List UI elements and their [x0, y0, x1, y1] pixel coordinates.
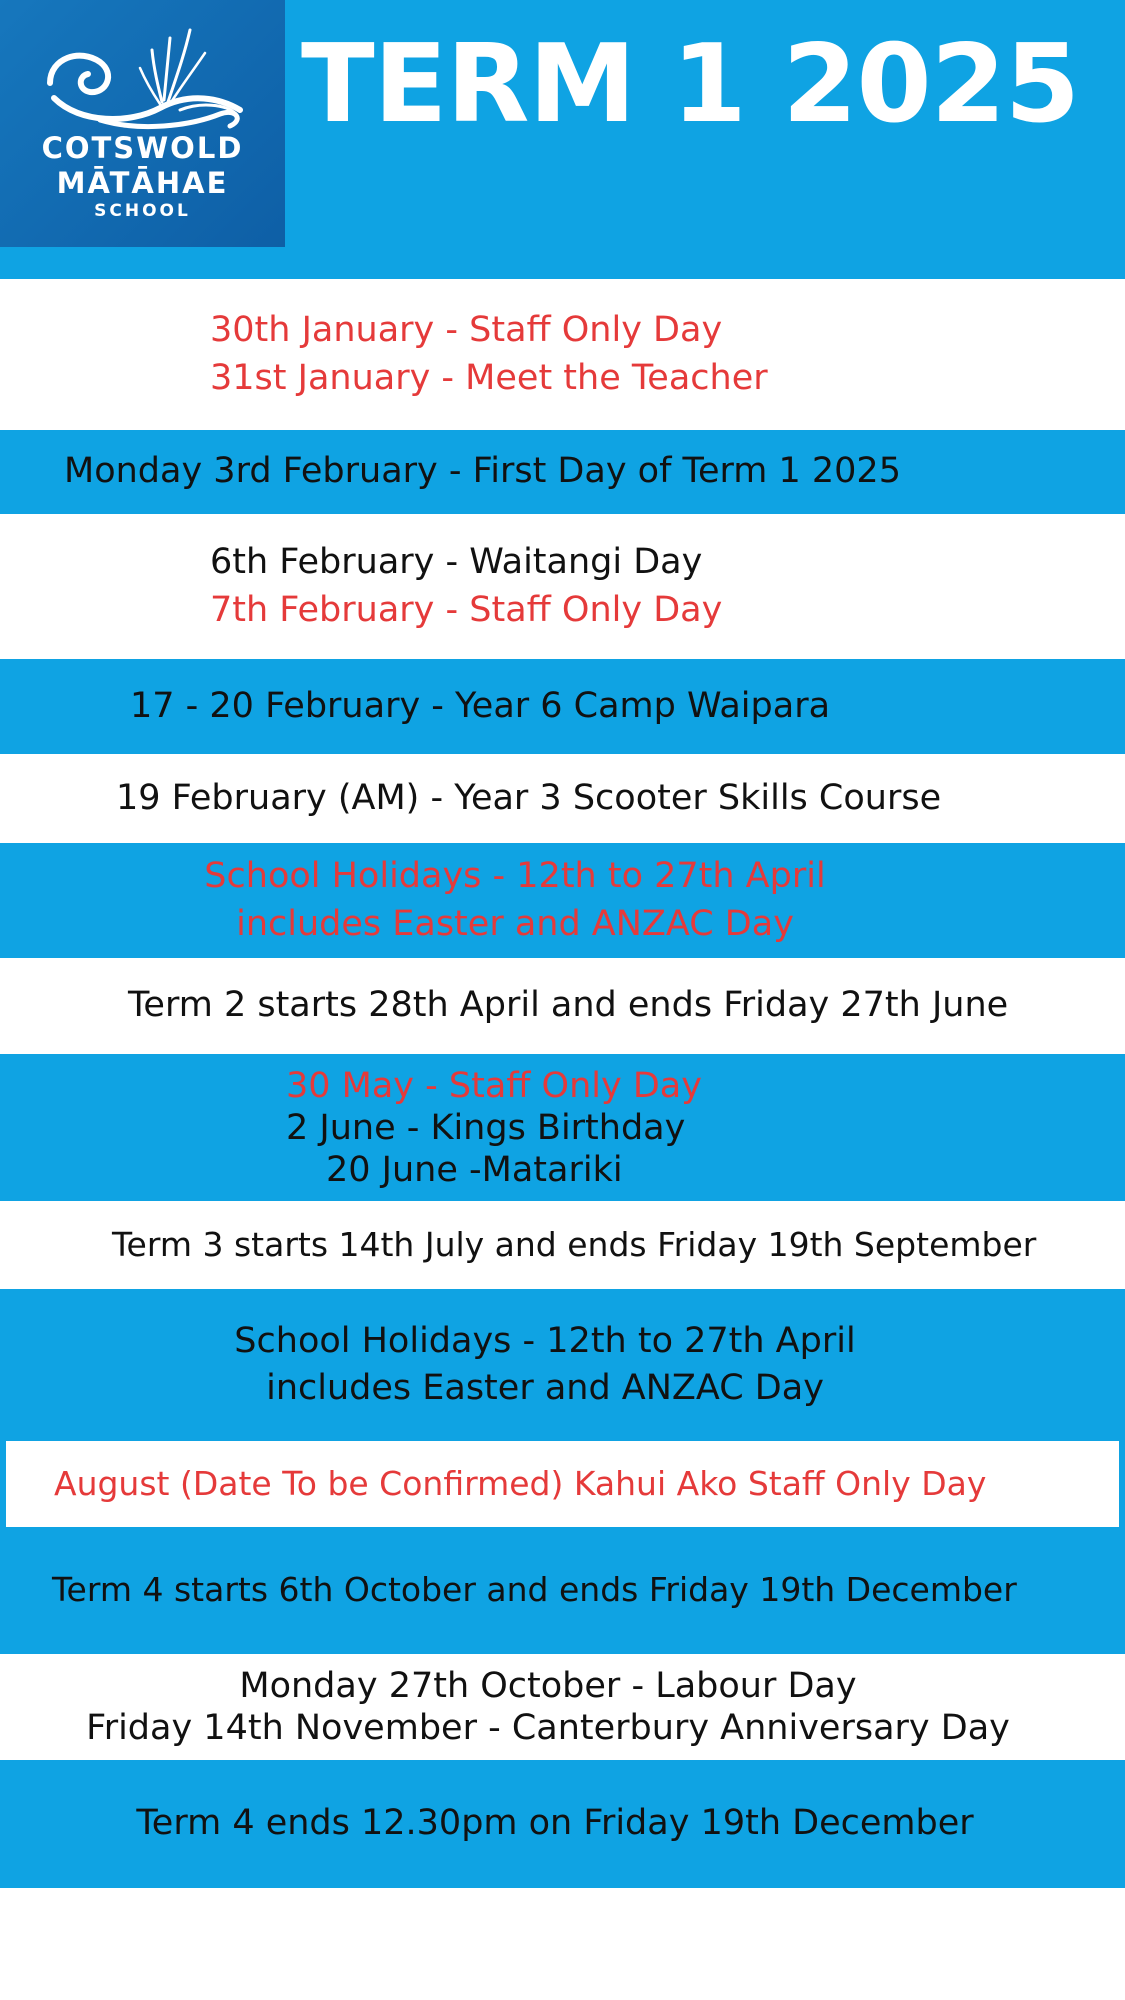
event-line: August (Date To be Confirmed) Kahui Ako Staff Only Day	[54, 1463, 987, 1503]
header-banner	[0, 0, 1125, 279]
event-band-term2	[0, 958, 1125, 1054]
page-title: TERM 1 2025	[300, 22, 1079, 147]
event-line: 19 February (AM) - Year 3 Scooter Skills Course	[116, 777, 942, 818]
logo-text-cotswold: COTSWOLD	[41, 131, 244, 165]
event-line: includes Easter and ANZAC Day	[266, 1368, 824, 1408]
event-line: School Holidays - 12th to 27th April	[234, 1320, 856, 1361]
event-line: 7th February - Staff Only Day	[210, 589, 723, 630]
event-band-scooter	[0, 754, 1125, 843]
event-line: Term 4 starts 6th October and ends Friday 19th December	[52, 1570, 1017, 1610]
event-line: 17 - 20 February - Year 6 Camp Waipara	[130, 685, 831, 726]
event-line: Monday 3rd February - First Day of Term 1 2025	[64, 451, 901, 492]
event-band-term4-end	[0, 1760, 1125, 1888]
event-line: Friday 14th November - Canterbury Anniversary Day	[86, 1708, 1010, 1748]
event-band-term3	[0, 1201, 1125, 1289]
event-band-first-day	[0, 430, 1125, 514]
event-line: Term 4 ends 12.30pm on Friday 19th December	[136, 1803, 974, 1844]
event-band-waitangi	[0, 514, 1125, 659]
school-logo	[0, 0, 285, 247]
event-line: 31st January - Meet the Teacher	[210, 357, 768, 398]
event-band-kahui-ako	[0, 1441, 1125, 1527]
event-band-labour-day	[0, 1654, 1125, 1760]
event-line: Term 3 starts 14th July and ends Friday 19th September	[112, 1224, 1037, 1264]
logo-text-school: SCHOOL	[94, 201, 191, 221]
event-line: 6th February - Waitangi Day	[210, 542, 703, 583]
event-line: 2 June - Kings Birthday	[286, 1107, 686, 1148]
logo-text-matahae: MĀTĀHAE	[56, 166, 229, 200]
event-band-school-holidays	[0, 843, 1125, 958]
event-band-may-june	[0, 1054, 1125, 1201]
event-band-january	[0, 279, 1125, 430]
event-band-school-holidays-2	[0, 1289, 1125, 1441]
event-line: Monday 27th October - Labour Day	[239, 1666, 857, 1706]
event-line: 30th January - Staff Only Day	[210, 310, 723, 351]
koru-wave-icon	[40, 28, 250, 138]
event-band-camp	[0, 659, 1125, 754]
event-line: includes Easter and ANZAC Day	[236, 903, 794, 944]
event-line: 30 May - Staff Only Day	[286, 1065, 702, 1106]
event-line: School Holidays - 12th to 27th April	[204, 856, 826, 897]
event-line: 20 June -Matariki	[326, 1149, 623, 1190]
event-line: Term 2 starts 28th April and ends Friday 27th June	[128, 985, 1009, 1026]
event-band-term4	[0, 1527, 1125, 1654]
